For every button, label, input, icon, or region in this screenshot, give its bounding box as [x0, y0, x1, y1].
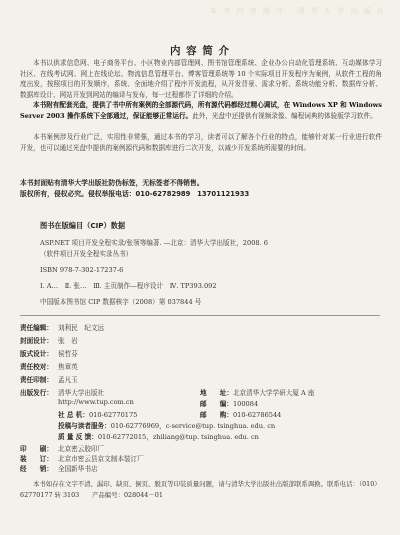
cover-design-row: [20, 335, 78, 345]
postcode-row: [200, 398, 258, 408]
publisher-value: 清华大学出版社: [58, 389, 105, 397]
switchboard-row: [58, 409, 137, 419]
editor-label: 责任编辑：: [20, 324, 53, 332]
cip-isbn: ISBN 978-7-302-17237-6: [40, 266, 124, 274]
mail-order-label: 邮 购：: [200, 411, 233, 419]
copyright-hotline-label: 版权所有，侵权必究。侵权举报电话：: [20, 190, 136, 198]
submission-value: 010-62776969，c-service@tup. tsinghua. edu. cn: [110, 422, 276, 430]
seller-row: [20, 463, 98, 473]
switchboard-value: 010-62770175: [88, 411, 138, 419]
bleed-through-text: 本 书 内 容 简 介 · 清 华 大 学 出 版 社: [209, 7, 386, 15]
mail-order-value: 010-62786544: [232, 411, 282, 419]
mail-order-row: [200, 409, 281, 419]
intro-paragraph-2-rest: 此外，光盘中还提供有视频录像、编程词典的体验版学习软件。: [192, 111, 377, 120]
address-label: 地 址：: [200, 389, 233, 397]
layout-design-row: [20, 348, 78, 358]
intro-paragraph-3: 本书案例涉及行业广泛，实用性非常强，通过本书的学习，读者可以了解各个行业的特点，能够针对某一行业进行软件开发，也可以通过光盘中提供的案例源代码和数据库进行二次开发，以减少开发系统所需要的时间。: [20, 133, 382, 152]
publisher-row: [20, 387, 104, 397]
intro-paragraph-2: [20, 100, 382, 121]
cip-classification: Ⅰ. A… Ⅱ. 张… Ⅲ. 主页制作—程序设计 Ⅳ. TP393.092: [40, 282, 217, 290]
print-manager-value: 孟凡玉: [58, 376, 78, 384]
copyright-notice: [20, 178, 380, 200]
binder-value: 北京市密云县京文制本装订厂: [58, 455, 144, 463]
printer-value: 北京密云胶印厂: [58, 445, 105, 453]
copyright-line-2: [20, 189, 380, 200]
printer-row: [20, 443, 104, 453]
copyright-hotline-phones: 010-62782989 13701121933: [135, 190, 250, 198]
copyright-line-1: 本书封面贴有清华大学出版社防伪标签，无标签者不得销售。: [20, 179, 204, 187]
website-url: http://www.tup.com.cn: [58, 398, 134, 406]
intro-paragraph-1: 本书以供求信息网、电子商务平台、小区物业内部管理网、图书馆管理系统、企业办公自动化管理系统、互动媒体学习社区、在线考试网、网上在线论坛、物流信息管理平台、博客管理系统等 10 个实际项目开发程序为案例，从软件工程的角度出发，按照项目的开发顺序，系统、全面地介绍了程序开发流程，从开发背景、需求分析、系统功能分析、数据库分析、数据库设计、网站开发到网站的编译与发布，每一过程都作了详细的介绍。: [20, 59, 382, 99]
proofreader-label: 责任校对：: [20, 363, 53, 371]
layout-design-value: 侯哲芬: [58, 350, 78, 358]
seller-value: 全国新华书店: [58, 465, 98, 473]
editor-row: [20, 322, 104, 332]
cip-line-1: ASP.NET 项目开发全程实录/张领等编著. —北京：清华大学出版社，2008. 6: [40, 239, 268, 247]
postcode-value: 100084: [232, 400, 259, 408]
print-manager-label: 责任印制：: [20, 376, 53, 384]
binder-label: 装 订：: [20, 455, 53, 463]
binder-row: [20, 453, 144, 463]
seller-label: 经 销：: [20, 465, 53, 473]
switchboard-label: 社 总 机：: [58, 411, 89, 419]
cip-line-2: （软件项目开发全程实录丛书）: [40, 250, 133, 258]
cip-title: 图书在版编目（CIP）数据: [40, 221, 126, 230]
postcode-label: 邮 编：: [200, 400, 233, 408]
submission-label: 投稿与读者服务：: [58, 422, 111, 430]
cover-design-value: 张 岩: [58, 337, 78, 345]
proofreader-row: [20, 361, 78, 371]
divider-top: [20, 315, 380, 316]
footer-notice: 本书如存在文字不清、漏印、缺页、倒页、脱页等印装质量问题，请与清华大学出版社出版部联系调换。联系电话：（010）62770177 转 3103 产品编号：028044－01: [20, 480, 381, 499]
publisher-label: 出版发行：: [20, 389, 53, 397]
quality-feedback-label: 质 量 反 馈：: [58, 433, 98, 441]
address-value: 北京清华大学学研大厦 A 座: [232, 389, 315, 397]
section-heading: 内 容 简 介: [170, 45, 230, 57]
print-manager-row: [20, 374, 78, 384]
submission-row: [58, 420, 275, 430]
proofreader-value: 焦章英: [58, 363, 78, 371]
layout-design-label: 版式设计：: [20, 350, 53, 358]
cover-design-label: 封面设计：: [20, 337, 53, 345]
intro-paragraph-2-bold: 本书附有配套光盘，提供了书中所有案例的全部源代码，所有源代码都经过精心调试，在 Windows XP 和 Windows Server 2003 操作系统下全部通过，保证能够正常运行。: [20, 101, 382, 120]
quality-feedback-row: [58, 431, 259, 441]
editor-value: 刘利民 纪文远: [58, 324, 105, 332]
quality-feedback-value: 010-62772015，zhiliang@tup. tsinghua. edu. cn: [97, 433, 259, 441]
printer-label: 印 刷：: [20, 445, 53, 453]
address-row: [200, 387, 314, 397]
cip-record: 中国版本图书馆 CIP 数据核字（2008）第 037844 号: [40, 298, 202, 306]
